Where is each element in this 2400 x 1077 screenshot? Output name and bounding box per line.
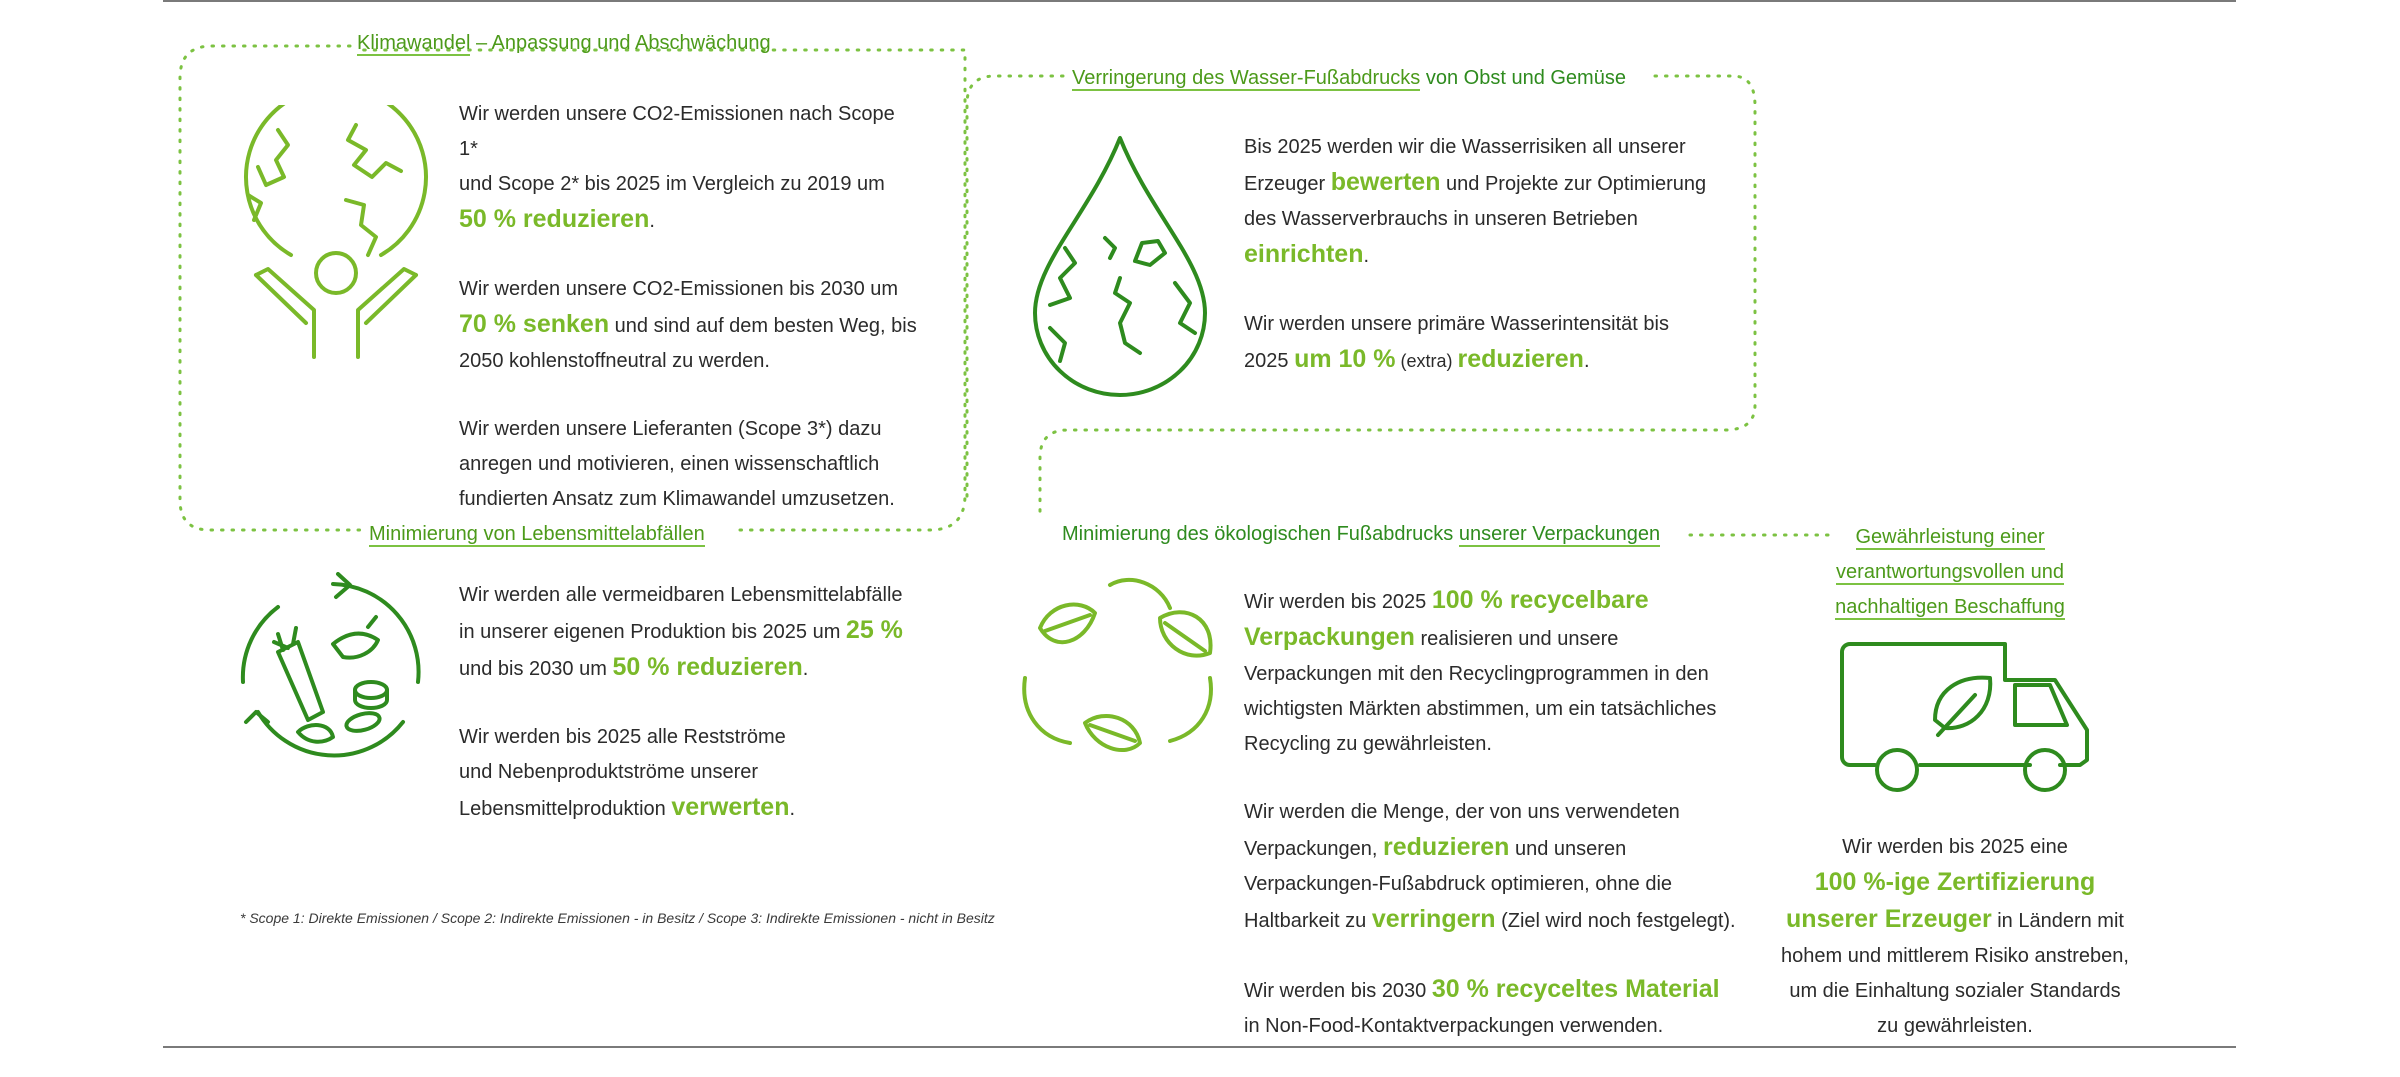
scope-footnote: * Scope 1: Direkte Emissionen / Scope 2: Indirekte Emissionen - in Besitz / Scope 3: Indirekte Emissionen - nicht in Besitz bbox=[240, 910, 995, 926]
leaf-recycle-icon bbox=[1020, 573, 1220, 773]
highlight-verringern: verringern bbox=[1371, 905, 1496, 933]
packaging-paragraph-2 bbox=[1244, 795, 1764, 939]
climate-paragraph-3 bbox=[459, 412, 919, 517]
text-span: Haltbarkeit zu bbox=[1244, 910, 1372, 932]
text-span: in Ländern mit bbox=[1991, 910, 2124, 932]
text-span: Wir werden bis 2025 alle Restströme bbox=[459, 726, 786, 748]
text-span: Wir werden unsere primäre Wasserintensität bis bbox=[1244, 313, 1669, 335]
food-recycling-icon bbox=[238, 572, 428, 772]
food-waste-paragraph-1 bbox=[459, 578, 929, 687]
text-span: und Projekte zur Optimierung bbox=[1440, 173, 1707, 195]
water-heading-rest: von Obst und Gemüse bbox=[1420, 67, 1626, 89]
food-waste-heading-label: Minimierung von Lebensmittelabfällen bbox=[369, 523, 705, 545]
text-span: in Non-Food-Kontaktverpackungen verwenden. bbox=[1244, 1015, 1664, 1037]
text-span: Wir werden unsere Lieferanten (Scope 3*) dazu bbox=[459, 418, 882, 440]
packaging-heading bbox=[1062, 520, 1660, 548]
text-span: Lebensmittelproduktion bbox=[459, 798, 672, 820]
water-paragraph-1 bbox=[1244, 130, 1744, 274]
highlight-verpackungen: Verpackungen bbox=[1244, 623, 1415, 651]
delivery-truck-leaf-icon bbox=[1835, 640, 2095, 800]
highlight-100-percent-zertifizierung: 100 %-ige Zertifizierung bbox=[1814, 868, 2096, 896]
text-span: und Nebenproduktströme unserer bbox=[459, 761, 759, 783]
text-span: Wir werden unsere CO2-Emissionen nach Scope 1* bbox=[459, 103, 895, 160]
highlight-50-percent-reduzieren: 50 % reduzieren bbox=[612, 653, 803, 681]
highlight-um-10-percent: um 10 % bbox=[1294, 345, 1396, 373]
text-span: Wir werden unsere CO2-Emissionen bis 2030 um bbox=[459, 278, 899, 300]
packaging-text bbox=[1244, 583, 1764, 1077]
text-span: 2050 kohlenstoffneutral zu werden. bbox=[459, 350, 770, 372]
text-span: und Scope 2* bis 2025 im Vergleich zu 2019 um bbox=[459, 173, 885, 195]
text-span: Wir werden bis 2025 eine bbox=[1842, 836, 2068, 858]
text-span: (extra) bbox=[1395, 351, 1458, 371]
sourcing-paragraph-1 bbox=[1775, 830, 2135, 1044]
text-span: und bis 2030 um bbox=[459, 658, 613, 680]
text-span: um die Einhaltung sozialer Standards bbox=[1789, 980, 2121, 1002]
text-span: und sind auf dem besten Weg, bis bbox=[609, 315, 917, 337]
text-span: Wir werden die Menge, der von uns verwendeten bbox=[1244, 801, 1680, 823]
food-waste-paragraph-2 bbox=[459, 720, 929, 827]
climate-text bbox=[459, 97, 919, 550]
text-span: zu gewährleisten. bbox=[1877, 1015, 2033, 1037]
water-drop-globe-icon bbox=[1030, 133, 1210, 398]
sourcing-heading-line: Gewährleistung einer bbox=[1855, 526, 2045, 548]
text-span: Verpackungen mit den Recyclingprogrammen in den bbox=[1244, 663, 1709, 685]
highlight-bewerten: bewerten bbox=[1330, 168, 1441, 196]
text-span: Wir werden alle vermeidbaren Lebensmittelabfälle bbox=[459, 584, 903, 606]
text-span: . bbox=[1583, 350, 1590, 372]
text-span: 2025 bbox=[1244, 350, 1295, 372]
text-span: Verpackungen-Fußabdruck optimieren, ohne die bbox=[1244, 873, 1673, 895]
food-waste-text bbox=[459, 578, 929, 860]
packaging-heading-rest: Minimierung des ökologischen Fußabdrucks bbox=[1062, 523, 1459, 545]
sourcing-heading-line: nachhaltigen Beschaffung bbox=[1835, 596, 2065, 618]
packaging-heading-underlined: unserer Verpackungen bbox=[1458, 523, 1661, 545]
text-span: . bbox=[789, 798, 796, 820]
text-span: Erzeuger bbox=[1244, 173, 1331, 195]
globe-person-icon bbox=[236, 105, 436, 365]
climate-paragraph-1 bbox=[459, 97, 919, 239]
sourcing-text bbox=[1775, 830, 2135, 1077]
text-span: fundierten Ansatz zum Klimawandel umzusetzen. bbox=[459, 488, 895, 510]
highlight-einrichten: einrichten bbox=[1244, 240, 1364, 268]
text-span: hohem und mittlerem Risiko anstreben, bbox=[1781, 945, 2129, 967]
sourcing-heading-line: verantwortungsvollen und bbox=[1836, 561, 2064, 583]
text-span: Verpackungen, bbox=[1244, 838, 1383, 860]
text-span: des Wasserverbrauchs in unseren Betrieben bbox=[1244, 208, 1638, 230]
text-span: anregen und motivieren, einen wissenschaftlich bbox=[459, 453, 880, 475]
water-heading-underlined: Verringerung des Wasser-Fußabdrucks bbox=[1072, 67, 1421, 89]
text-span: . bbox=[1363, 245, 1370, 267]
text-span: Recycling zu gewährleisten. bbox=[1244, 733, 1492, 755]
highlight-reduzieren: reduzieren bbox=[1383, 833, 1510, 861]
highlight-30-percent-recyceltes: 30 % recyceltes Material bbox=[1431, 975, 1720, 1003]
highlight-70-percent: 70 % senken bbox=[459, 310, 610, 338]
text-span: und unseren bbox=[1509, 838, 1627, 860]
climate-heading-rest: – Anpassung und Abschwächung bbox=[470, 32, 771, 54]
text-span: . bbox=[649, 210, 655, 232]
packaging-paragraph-1 bbox=[1244, 583, 1764, 762]
highlight-verwerten: verwerten bbox=[671, 793, 790, 821]
highlight-50-percent: 50 % reduzieren bbox=[459, 205, 650, 233]
water-heading bbox=[1072, 64, 1626, 92]
text-span: Wir werden bis 2025 bbox=[1244, 591, 1432, 613]
water-paragraph-2 bbox=[1244, 307, 1744, 379]
text-span: . bbox=[802, 658, 809, 680]
text-span: Wir werden bis 2030 bbox=[1244, 980, 1432, 1002]
highlight-reduzieren: reduzieren bbox=[1457, 345, 1584, 373]
water-text bbox=[1244, 130, 1744, 412]
text-span: (Ziel wird noch festgelegt). bbox=[1495, 910, 1736, 932]
highlight-25-percent: 25 % bbox=[845, 616, 903, 644]
highlight-100-percent-recycelbare: 100 % recycelbare bbox=[1431, 586, 1649, 614]
text-span: wichtigsten Märkten abstimmen, um ein tatsächliches bbox=[1244, 698, 1717, 720]
highlight-unserer-erzeuger: unserer Erzeuger bbox=[1786, 905, 1992, 933]
packaging-paragraph-3 bbox=[1244, 972, 1764, 1044]
sourcing-heading bbox=[1820, 520, 2080, 625]
climate-heading bbox=[357, 29, 771, 57]
climate-heading-underlined: Klimawandel bbox=[357, 32, 471, 54]
text-span: in unserer eigenen Produktion bis 2025 um bbox=[459, 621, 846, 643]
food-waste-heading bbox=[369, 520, 705, 548]
climate-paragraph-2 bbox=[459, 272, 919, 379]
text-span: realisieren und unsere bbox=[1414, 628, 1619, 650]
text-span: Bis 2025 werden wir die Wasserrisiken all unserer bbox=[1244, 136, 1686, 158]
